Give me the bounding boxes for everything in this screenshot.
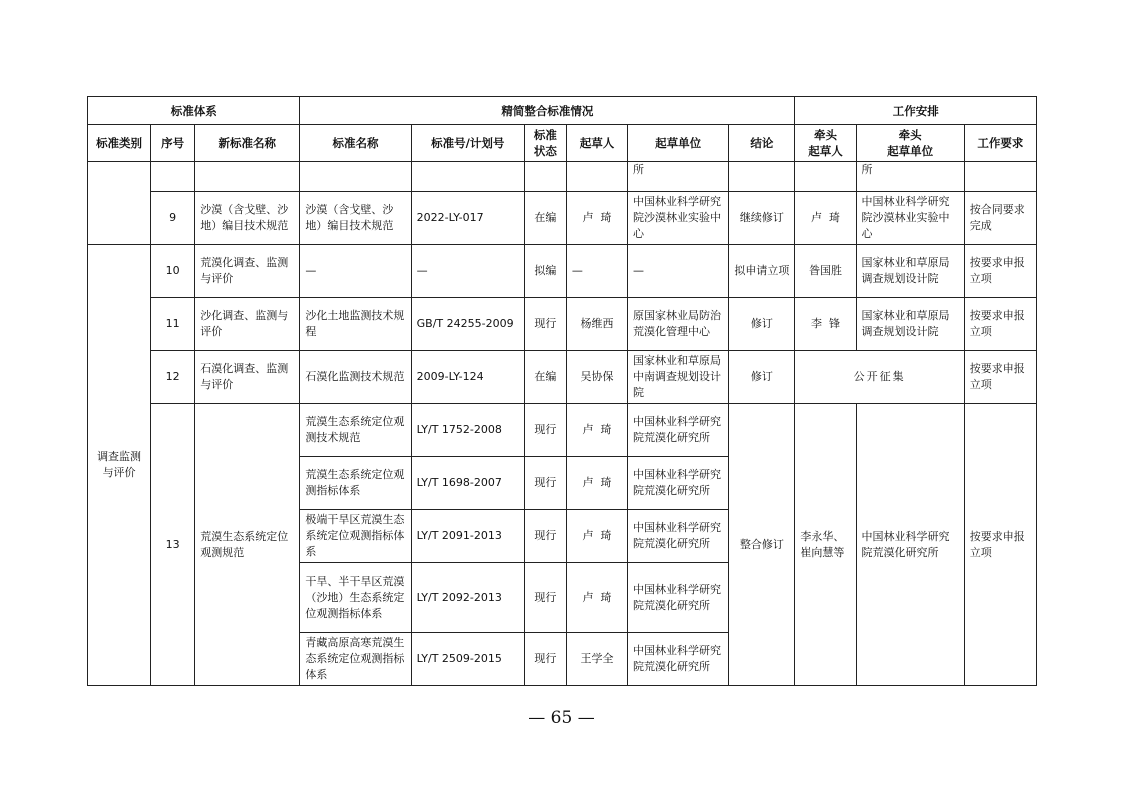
col-header-requirement: 工作要求	[964, 125, 1036, 162]
category-cell-continued	[88, 162, 151, 245]
new-name-cell: 石漠化调查、监测与评价	[195, 351, 300, 404]
unit-cell: 中国林业科学研究院荒漠化研究所	[628, 563, 729, 633]
unit-cell: 原国家林业局防治荒漠化管理中心	[628, 298, 729, 351]
col-header-category: 标准类别	[88, 125, 151, 162]
state-cell: 在编	[524, 351, 566, 404]
col-header-unit: 起草单位	[628, 125, 729, 162]
table-row	[88, 298, 1037, 351]
col-header-drafter: 起草人	[566, 125, 627, 162]
col-header-number: 标准号/计划号	[411, 125, 524, 162]
col-header-state-line1: 标准	[533, 128, 557, 142]
col-header-lead-drafter-line2: 起草人	[808, 144, 843, 158]
lead-unit-cell: 国家林业和草原局调查规划设计院	[856, 245, 964, 298]
seq-cell: 10	[151, 245, 195, 298]
requirement-cell: 按要求申报立项	[964, 404, 1036, 686]
unit-cell: —	[628, 245, 729, 298]
number-cell: 2022-LY-017	[411, 192, 524, 245]
name-cell: 沙漠（含戈壁、沙地）编目技术规范	[300, 192, 411, 245]
conclusion-cell: 整合修订	[729, 404, 795, 686]
unit-cell: 中国林业科学研究院荒漠化研究所	[628, 404, 729, 457]
work-merged-cell: 公开征集	[795, 351, 964, 404]
state-cell: 现行	[524, 457, 566, 510]
name-cell: 石漠化监测技术规范	[300, 351, 411, 404]
number-cell: LY/T 2509-2015	[411, 633, 524, 686]
col-header-name: 标准名称	[300, 125, 411, 162]
drafter-cell: 卢 琦	[566, 510, 627, 563]
table-row	[88, 192, 1037, 245]
seq-cell: 13	[151, 404, 195, 686]
state-cell: 现行	[524, 510, 566, 563]
unit-cell: 中国林业科学研究院荒漠化研究所	[628, 510, 729, 563]
col-header-lead-unit	[856, 125, 964, 162]
drafter-cell: 卢 琦	[566, 457, 627, 510]
state-cell: 现行	[524, 563, 566, 633]
col-header-conclusion: 结论	[729, 125, 795, 162]
number-cell: LY/T 2091-2013	[411, 510, 524, 563]
new-name-cell: 沙化调查、监测与评价	[195, 298, 300, 351]
conclusion-cell: 修订	[729, 351, 795, 404]
name-cell: 沙化土地监测技术规程	[300, 298, 411, 351]
conclusion-cell: 继续修订	[729, 192, 795, 245]
col-header-seq: 序号	[151, 125, 195, 162]
state-cell: 现行	[524, 298, 566, 351]
group-header-system: 标准体系	[88, 97, 300, 125]
lead-unit-cell: 所	[856, 162, 964, 192]
unit-cell: 中国林业科学研究院荒漠化研究所	[628, 457, 729, 510]
name-cell: 干旱、半干旱区荒漠（沙地）生态系统定位观测指标体系	[300, 563, 411, 633]
name-cell: 青藏高原高寒荒漠生态系统定位观测指标体系	[300, 633, 411, 686]
col-header-state-line2: 状态	[533, 144, 557, 158]
drafter-cell: 吴协保	[566, 351, 627, 404]
conclusion-cell: 修订	[729, 298, 795, 351]
lead-unit-cell: 中国林业科学研究院荒漠化研究所	[856, 404, 964, 686]
number-cell: GB/T 24255-2009	[411, 298, 524, 351]
page-number: — 65 —	[528, 708, 595, 728]
category-cell: 调查监测与评价	[88, 245, 151, 686]
requirement-cell: 按合同要求完成	[964, 192, 1036, 245]
new-name-cell: 荒漠生态系统定位观测规范	[195, 404, 300, 686]
state-cell: 现行	[524, 404, 566, 457]
requirement-cell: 按要求申报立项	[964, 298, 1036, 351]
state-cell: 在编	[524, 192, 566, 245]
unit-cell: 中国林业科学研究院荒漠化研究所	[628, 633, 729, 686]
lead-drafter-cell: 李 锋	[795, 298, 856, 351]
lead-drafter-cell: 李永华、崔向慧等	[795, 404, 856, 686]
state-cell: 拟编	[524, 245, 566, 298]
requirement-cell: 按要求申报立项	[964, 245, 1036, 298]
table-row	[88, 404, 1037, 457]
unit-cell: 中国林业科学研究院沙漠林业实验中心	[628, 192, 729, 245]
table-row	[88, 162, 1037, 192]
drafter-cell: 王学全	[566, 633, 627, 686]
col-header-state	[524, 125, 566, 162]
table-row	[88, 351, 1037, 404]
number-cell: —	[411, 245, 524, 298]
unit-cell: 所	[628, 162, 729, 192]
table-row	[88, 245, 1037, 298]
drafter-cell: 卢 琦	[566, 404, 627, 457]
drafter-cell: 卢 琦	[566, 563, 627, 633]
new-name-cell: 沙漠（含戈壁、沙地）编目技术规范	[195, 192, 300, 245]
col-header-lead-unit-line2: 起草单位	[887, 144, 934, 158]
seq-cell: 12	[151, 351, 195, 404]
drafter-cell: 卢 琦	[566, 192, 627, 245]
number-cell: LY/T 1752-2008	[411, 404, 524, 457]
col-header-lead-unit-line1: 牵头	[898, 128, 922, 142]
name-cell: 荒漠生态系统定位观测指标体系	[300, 457, 411, 510]
number-cell: 2009-LY-124	[411, 351, 524, 404]
seq-cell: 9	[151, 192, 195, 245]
col-header-lead-drafter	[795, 125, 856, 162]
lead-drafter-cell: 卢 琦	[795, 192, 856, 245]
lead-unit-cell: 中国林业科学研究院沙漠林业实验中心	[856, 192, 964, 245]
name-cell: 极端干旱区荒漠生态系统定位观测指标体系	[300, 510, 411, 563]
state-cell: 现行	[524, 633, 566, 686]
lead-drafter-cell: 昝国胜	[795, 245, 856, 298]
col-header-lead-drafter-line1: 牵头	[813, 128, 837, 142]
name-cell: —	[300, 245, 411, 298]
standards-table	[87, 96, 1037, 686]
seq-cell: 11	[151, 298, 195, 351]
requirement-cell: 按要求申报立项	[964, 351, 1036, 404]
number-cell: LY/T 2092-2013	[411, 563, 524, 633]
conclusion-cell: 拟申请立项	[729, 245, 795, 298]
group-header-status: 精简整合标准情况	[300, 97, 795, 125]
lead-unit-cell: 国家林业和草原局调查规划设计院	[856, 298, 964, 351]
col-header-new-name: 新标准名称	[195, 125, 300, 162]
number-cell: LY/T 1698-2007	[411, 457, 524, 510]
drafter-cell: 杨维西	[566, 298, 627, 351]
new-name-cell: 荒漠化调查、监测与评价	[195, 245, 300, 298]
drafter-cell: —	[566, 245, 627, 298]
unit-cell: 国家林业和草原局中南调查规划设计院	[628, 351, 729, 404]
group-header-work: 工作安排	[795, 97, 1037, 125]
name-cell: 荒漠生态系统定位观测技术规范	[300, 404, 411, 457]
